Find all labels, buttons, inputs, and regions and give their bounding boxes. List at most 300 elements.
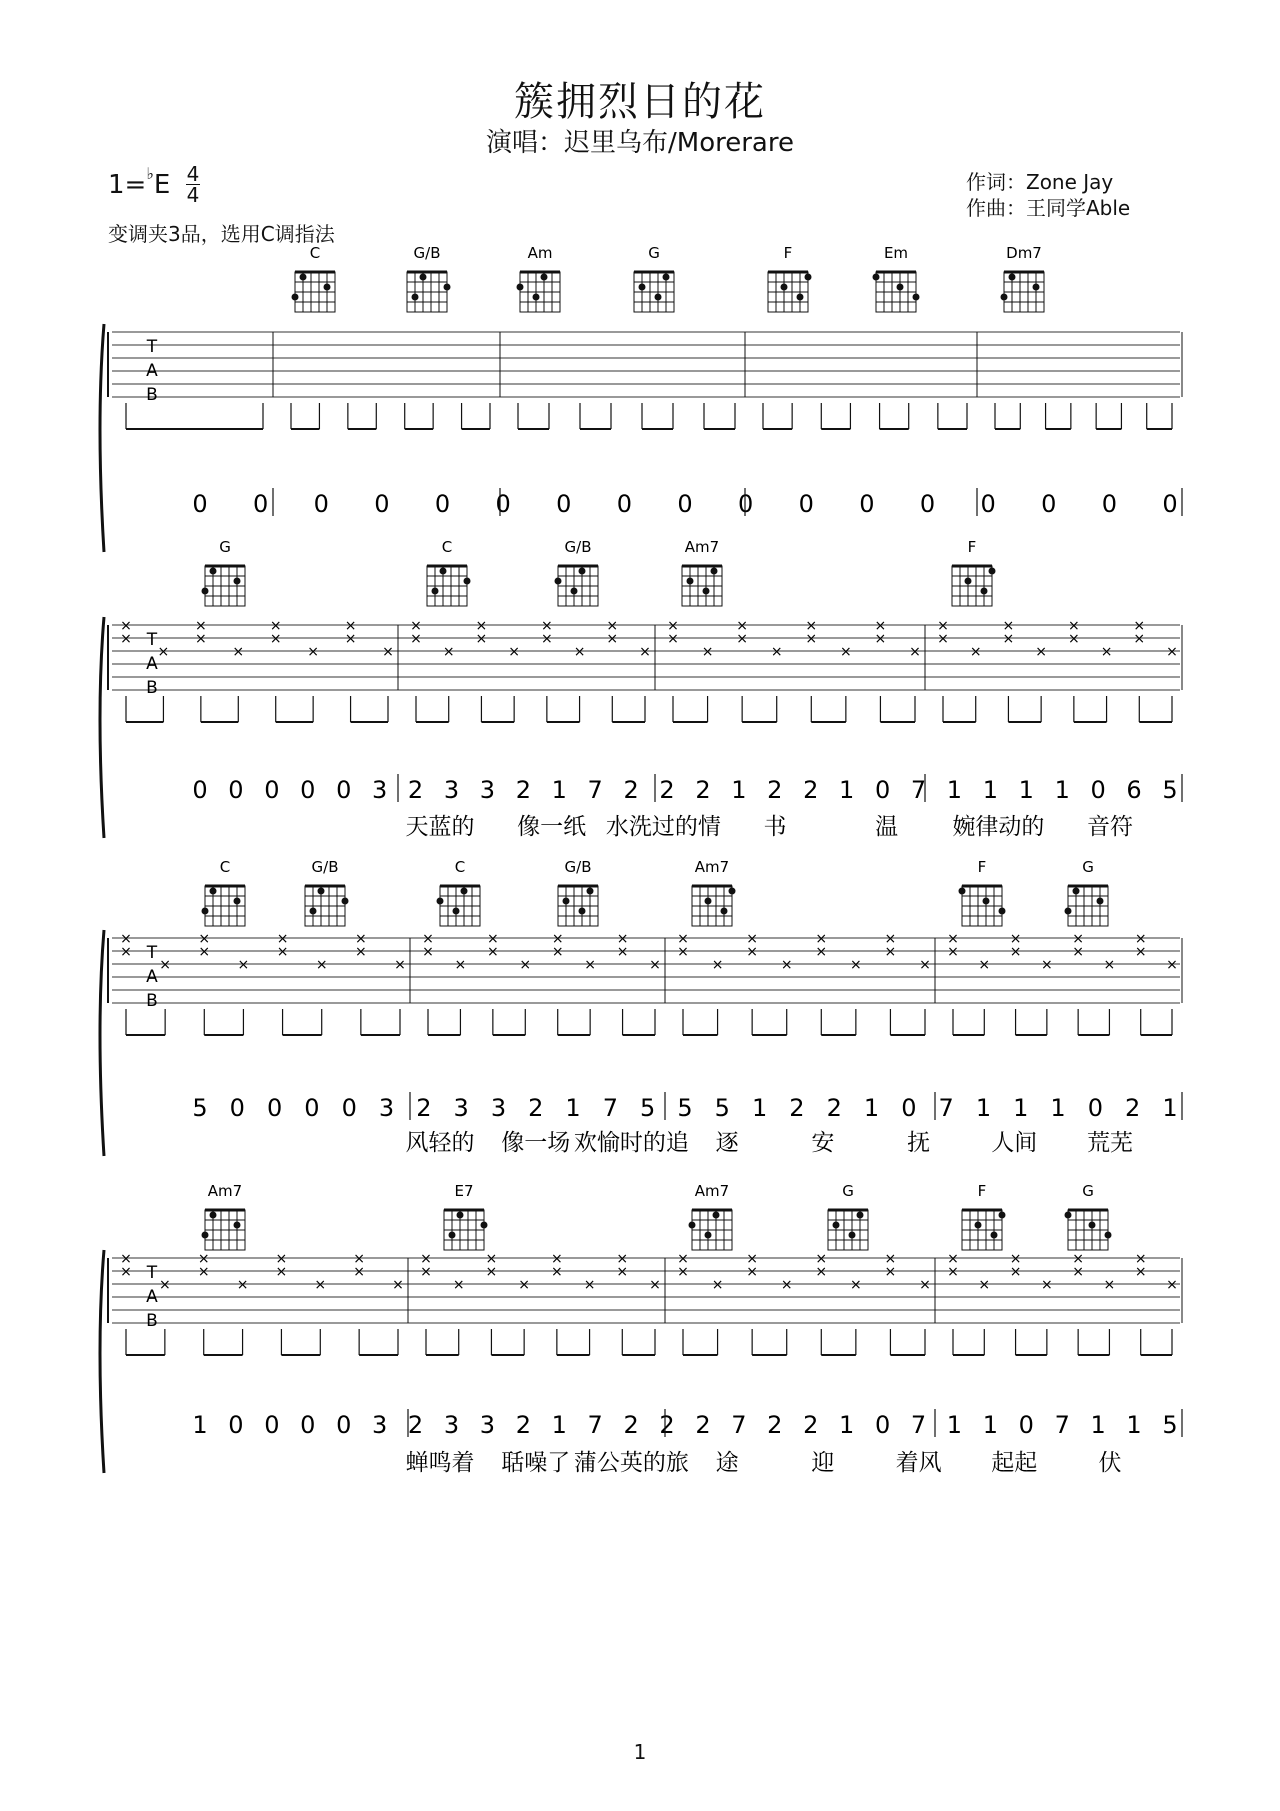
tab-mute-mark: × [677, 931, 689, 947]
jianpu-note: 2 [659, 1411, 675, 1439]
chord-name: G/B [311, 858, 339, 876]
system-brace [100, 617, 104, 838]
tab-mute-mark: × [573, 644, 586, 660]
jianpu-note: 1 [1054, 776, 1070, 804]
system-brace [100, 324, 104, 552]
lyric-word: 人间 [991, 1130, 1038, 1156]
chord-finger-dot [464, 578, 471, 585]
jianpu-note: 3 [443, 1411, 460, 1439]
tab-mute-mark: × [919, 957, 931, 973]
jianpu-note: 2 [515, 776, 531, 804]
jianpu-note: 0 [1101, 490, 1118, 518]
chord-finger-dot [571, 588, 578, 595]
lyric-word: 婉律动的 [952, 814, 1045, 840]
jianpu-note: 7 [731, 1411, 747, 1439]
jianpu-note: 1 [946, 1411, 963, 1439]
tab-mute-mark: × [805, 631, 818, 647]
chord-name: Am [527, 244, 553, 262]
tab-mute-mark: × [159, 957, 172, 973]
lyric-word: 像一场 [501, 1130, 571, 1156]
chord-finger-dot [975, 1222, 982, 1229]
tab-mute-mark: × [550, 1251, 563, 1267]
tab-mute-mark: × [276, 931, 289, 947]
system-brace [100, 1250, 104, 1473]
jianpu-note: 0 [1041, 490, 1057, 518]
tab-mute-mark: × [1067, 618, 1080, 634]
jianpu-note: 2 [659, 776, 675, 804]
tab-mute-mark: × [815, 1251, 828, 1267]
jianpu-note: 1 [565, 1094, 581, 1122]
jianpu-note: 2 [695, 776, 711, 804]
tab-clef-letter: B [146, 1311, 158, 1331]
jianpu-note: 2 [623, 776, 639, 804]
jianpu-note: 2 [826, 1094, 842, 1122]
time-bottom: 4 [186, 183, 200, 207]
tab-mute-mark: × [353, 1251, 366, 1267]
lyric-word: 蒲公英的旅 [573, 1450, 689, 1476]
jianpu-note: 0 [300, 1411, 316, 1439]
chord-finger-dot [663, 274, 670, 281]
jianpu-note: 0 [737, 490, 754, 518]
jianpu-note: 5 [1162, 776, 1178, 804]
tab-mute-mark: × [874, 618, 887, 634]
tab-mute-mark: × [197, 1251, 210, 1267]
tab-mute-mark: × [120, 944, 132, 960]
chord-finger-dot [689, 1222, 696, 1229]
tab-mute-mark: × [874, 631, 887, 647]
lyric-word: 像一纸 [517, 814, 587, 840]
chord-finger-dot [965, 578, 972, 585]
capo-note: 变调夹3品，选用C调指法 [108, 222, 335, 246]
tab-mute-mark: × [518, 1277, 531, 1293]
jianpu-note: 5 [192, 1094, 208, 1122]
tab-mute-mark: × [805, 618, 818, 634]
chord-finger-dot [579, 908, 586, 915]
tab-mute-mark: × [485, 1264, 498, 1280]
jianpu-note: 0 [677, 490, 693, 518]
chord-finger-dot [705, 898, 712, 905]
jianpu-note: 2 [407, 1411, 424, 1439]
tab-mute-mark: × [486, 944, 499, 960]
tab-mute-mark: × [420, 1264, 432, 1280]
lyric-word: 音符 [1087, 814, 1133, 840]
jianpu-note: 5 [677, 1094, 693, 1122]
chord-finger-dot [897, 284, 904, 291]
chord-finger-dot [833, 1222, 840, 1229]
chord-finger-dot [587, 888, 594, 895]
tab-mute-mark: × [1009, 1251, 1022, 1267]
lyric-word: 迎 [811, 1450, 835, 1476]
jianpu-note: 7 [910, 776, 927, 804]
tab-mute-mark: × [353, 1264, 366, 1280]
jianpu-note: 0 [336, 1411, 352, 1439]
chord-finger-dot [655, 294, 662, 301]
lyric-word: 着风 [895, 1450, 942, 1476]
tab-mute-mark: × [540, 618, 553, 634]
tab-mute-mark: × [120, 1264, 132, 1280]
chord-finger-dot [857, 1212, 864, 1219]
jianpu-note: 2 [515, 1411, 531, 1439]
tab-mute-mark: × [1134, 1264, 1147, 1280]
jianpu-note: 7 [1054, 1411, 1070, 1439]
tab-mute-mark: × [616, 1251, 629, 1267]
chord-name: G [1082, 1182, 1094, 1200]
lyric-word: 书 [763, 814, 787, 840]
chord-finger-dot [639, 284, 646, 291]
chord-finger-dot [959, 888, 966, 895]
tab-mute-mark: × [344, 618, 357, 634]
tab-mute-mark: × [1100, 644, 1113, 660]
tab-mute-mark: × [410, 631, 422, 647]
tab-clef-letter: A [146, 654, 158, 674]
tab-mute-mark: × [606, 618, 619, 634]
tab-mute-mark: × [392, 1277, 404, 1293]
chord-name: E7 [454, 1182, 474, 1200]
chord-finger-dot [1009, 274, 1016, 281]
jianpu-note: 5 [1162, 1411, 1178, 1439]
tab-mute-mark: × [540, 631, 553, 647]
jianpu-note: 3 [378, 1094, 395, 1122]
tab-mute-mark: × [1103, 957, 1116, 973]
jianpu-note: 7 [587, 1411, 603, 1439]
chord-finger-dot [721, 908, 728, 915]
jianpu-note: 3 [479, 1411, 496, 1439]
composer-credit: 作曲：王同学Able [966, 196, 1131, 220]
chord-name: Am7 [694, 858, 730, 876]
chord-finger-dot [461, 888, 468, 895]
tab-mute-mark: × [354, 931, 367, 947]
tab-mute-mark: × [1067, 631, 1080, 647]
chord-finger-dot [991, 1232, 998, 1239]
lyric-word: 风轻的 [405, 1130, 475, 1156]
chord-name: F [977, 1182, 987, 1200]
chord-name: G [1082, 858, 1094, 876]
tab-mute-mark: × [1002, 618, 1015, 634]
lyric-word: 水洗过的情 [605, 814, 721, 840]
tab-mute-mark: × [746, 944, 759, 960]
jianpu-note: 2 [789, 1094, 805, 1122]
tab-mute-mark: × [616, 931, 629, 947]
jianpu-note: 7 [910, 1411, 927, 1439]
tab-mute-mark: × [120, 631, 132, 647]
chord-finger-dot [202, 588, 209, 595]
chord-finger-dot [437, 898, 444, 905]
jianpu-note: 0 [434, 490, 451, 518]
chord-name: Em [883, 244, 909, 262]
jianpu-note: 0 [374, 490, 390, 518]
jianpu-note: 6 [1126, 776, 1142, 804]
chord-name: F [977, 858, 987, 876]
tab-mute-mark: × [237, 957, 250, 973]
time-top: 4 [186, 162, 200, 186]
tab-mute-mark: × [1133, 618, 1146, 634]
tab-mute-mark: × [736, 631, 749, 647]
chord-finger-dot [1105, 1232, 1112, 1239]
jianpu-note: 0 [264, 776, 280, 804]
chord-finger-dot [457, 1212, 464, 1219]
tab-mute-mark: × [947, 1264, 959, 1280]
chord-finger-dot [342, 898, 349, 905]
chord-finger-dot [202, 1232, 209, 1239]
tab-mute-mark: × [1166, 1277, 1178, 1293]
chord-name: F [967, 538, 977, 556]
jianpu-note: 1 [863, 1094, 880, 1122]
tab-mute-mark: × [839, 644, 852, 660]
tab-mute-mark: × [780, 1277, 793, 1293]
tab-mute-mark: × [275, 1251, 288, 1267]
chord-finger-dot [1089, 1222, 1096, 1229]
key-note: E [153, 170, 171, 200]
tab-mute-mark: × [770, 644, 783, 660]
tab-mute-mark: × [1134, 944, 1147, 960]
jianpu-note: 0 [266, 1094, 283, 1122]
tab-mute-mark: × [307, 644, 320, 660]
tab-mute-mark: × [711, 1277, 724, 1293]
tab-mute-mark: × [1166, 644, 1178, 660]
chord-finger-dot [210, 888, 217, 895]
tab-mute-mark: × [158, 1277, 171, 1293]
page-number: 1 [633, 1740, 647, 1764]
jianpu-note: 1 [1050, 1094, 1066, 1122]
jianpu-note: 3 [479, 776, 496, 804]
chord-finger-dot [318, 888, 325, 895]
chord-finger-dot [234, 898, 241, 905]
tab-mute-mark: × [120, 1251, 132, 1267]
chord-finger-dot [849, 1232, 856, 1239]
chord-finger-dot [453, 908, 460, 915]
tab-mute-mark: × [616, 1264, 629, 1280]
tab-mute-mark: × [194, 631, 207, 647]
tab-mute-mark: × [276, 944, 289, 960]
chord-finger-dot [1033, 284, 1040, 291]
tab-mute-mark: × [1134, 1251, 1147, 1267]
jianpu-note: 1 [551, 1411, 567, 1439]
jianpu-note: 1 [982, 776, 999, 804]
tab-mute-mark: × [420, 1251, 432, 1267]
chord-finger-dot [797, 294, 804, 301]
tab-mute-mark: × [454, 957, 467, 973]
tab-mute-mark: × [667, 631, 679, 647]
chord-name: G [219, 538, 231, 556]
jianpu-note: 1 [946, 776, 963, 804]
jianpu-note: 0 [264, 1411, 280, 1439]
tab-mute-mark: × [909, 644, 921, 660]
tab-mute-mark: × [1040, 1277, 1053, 1293]
chord-finger-dot [210, 568, 217, 575]
tab-mute-mark: × [1040, 957, 1053, 973]
tab-mute-mark: × [442, 644, 455, 660]
tab-mute-mark: × [884, 931, 897, 947]
tab-mute-mark: × [315, 957, 328, 973]
tab-mute-mark: × [1009, 1264, 1022, 1280]
chord-finger-dot [981, 588, 988, 595]
tab-mute-mark: × [606, 631, 619, 647]
tab-mute-mark: × [947, 1251, 959, 1267]
chord-finger-dot [440, 568, 447, 575]
chord-finger-dot [873, 274, 880, 281]
tab-mute-mark: × [157, 644, 170, 660]
jianpu-note: 0 [229, 1094, 245, 1122]
tab-mute-mark: × [354, 944, 367, 960]
tab-mute-mark: × [197, 1264, 210, 1280]
tab-mute-mark: × [486, 931, 499, 947]
lyric-word: 伏 [1098, 1450, 1122, 1476]
jianpu-note: 3 [371, 1411, 388, 1439]
chord-finger-dot [805, 274, 812, 281]
jianpu-note: 0 [556, 490, 572, 518]
tab-mute-mark: × [275, 1264, 288, 1280]
chord-finger-dot [481, 1222, 488, 1229]
jianpu-note: 0 [980, 490, 996, 518]
lyric-word: 安 [811, 1130, 835, 1156]
tab-clef-letter: B [146, 678, 158, 698]
chord-name: Am7 [684, 538, 720, 556]
tab-mute-mark: × [120, 618, 132, 634]
chord-finger-dot [292, 294, 299, 301]
tab-mute-mark: × [551, 931, 564, 947]
key-flat: ♭ [146, 164, 154, 183]
jianpu-note: 2 [767, 776, 783, 804]
tab-mute-mark: × [616, 944, 629, 960]
jianpu-note: 0 [1087, 1094, 1104, 1122]
jianpu-note: 3 [371, 776, 388, 804]
tab-mute-mark: × [1166, 957, 1178, 973]
lyricist-credit: 作词：Zone Jay [966, 170, 1114, 194]
jianpu-note: 1 [731, 776, 747, 804]
chord-finger-dot [711, 568, 718, 575]
jianpu-note: 0 [874, 1411, 891, 1439]
key-prefix: 1= [108, 170, 147, 200]
jianpu-note: 0 [798, 490, 814, 518]
lyric-word: 抚 [907, 1130, 931, 1156]
chord-name: Am7 [207, 1182, 243, 1200]
chord-name: G/B [564, 858, 592, 876]
chord-finger-dot [533, 294, 540, 301]
tab-mute-mark: × [1035, 644, 1048, 660]
jianpu-note: 7 [602, 1094, 619, 1122]
jianpu-note: 7 [587, 776, 603, 804]
jianpu-note: 0 [859, 490, 875, 518]
tab-clef-letter: A [146, 361, 158, 381]
tab-mute-mark: × [422, 931, 434, 947]
jianpu-note: 1 [975, 1094, 992, 1122]
chord-finger-dot [444, 284, 451, 291]
tab-clef-letter: A [146, 967, 158, 987]
jianpu-note: 0 [901, 1094, 917, 1122]
tab-mute-mark: × [884, 944, 897, 960]
jianpu-note: 1 [982, 1411, 999, 1439]
tab-clef-letter: A [146, 1287, 158, 1307]
chord-finger-dot [705, 1232, 712, 1239]
tab-mute-mark: × [410, 618, 422, 634]
tab-mute-mark: × [815, 931, 828, 947]
tab-mute-mark: × [1134, 931, 1147, 947]
jianpu-note: 0 [1090, 776, 1106, 804]
chord-finger-dot [210, 1212, 217, 1219]
jianpu-note: 0 [1018, 1411, 1034, 1439]
tab-clef-letter: B [146, 385, 158, 405]
chord-finger-dot [729, 888, 736, 895]
chord-finger-dot [1065, 1212, 1072, 1219]
chord-finger-dot [541, 274, 548, 281]
jianpu-note: 7 [938, 1094, 954, 1122]
chord-finger-dot [432, 588, 439, 595]
tab-mute-mark: × [475, 631, 488, 647]
chord-finger-dot [1065, 908, 1072, 915]
chord-finger-dot [310, 908, 317, 915]
tab-mute-mark: × [394, 957, 406, 973]
jianpu-note: 1 [839, 776, 855, 804]
chord-finger-dot [999, 1212, 1006, 1219]
jianpu-note: 1 [839, 1411, 855, 1439]
chord-finger-dot [324, 284, 331, 291]
chord-name: Am7 [694, 1182, 730, 1200]
tab-mute-mark: × [937, 618, 949, 634]
singer-credit: 演唱：迟里乌布/Morerare [486, 128, 794, 158]
jianpu-note: 0 [228, 776, 244, 804]
chord-finger-dot [563, 898, 570, 905]
jianpu-note: 0 [495, 490, 511, 518]
tab-clef-letter: B [146, 991, 158, 1011]
tab-mute-mark: × [701, 644, 714, 660]
jianpu-note: 1 [1013, 1094, 1029, 1122]
lyric-word: 温 [875, 814, 899, 840]
jianpu-note: 2 [528, 1094, 544, 1122]
jianpu-note: 0 [252, 490, 269, 518]
jianpu-note: 2 [416, 1094, 432, 1122]
chord-name: C [309, 244, 321, 262]
jianpu-note: 2 [407, 776, 424, 804]
tab-mute-mark: × [120, 931, 132, 947]
tab-mute-mark: × [422, 944, 434, 960]
tab-mute-mark: × [1009, 931, 1022, 947]
chord-name: G [648, 244, 660, 262]
tab-mute-mark: × [485, 1251, 498, 1267]
chord-finger-dot [703, 588, 710, 595]
tab-mute-mark: × [550, 1264, 563, 1280]
chord-finger-dot [713, 1212, 720, 1219]
chord-finger-dot [983, 898, 990, 905]
tab-mute-mark: × [508, 644, 521, 660]
tab-mute-mark: × [947, 931, 959, 947]
tab-mute-mark: × [649, 1277, 661, 1293]
jianpu-note: 1 [192, 1411, 208, 1439]
lyric-word: 起起 [991, 1450, 1038, 1476]
tab-mute-mark: × [639, 644, 651, 660]
tab-mute-mark: × [551, 944, 564, 960]
lyric-word: 荒芜 [1087, 1130, 1133, 1156]
tab-mute-mark: × [884, 1264, 897, 1280]
jianpu-note: 1 [1090, 1411, 1106, 1439]
chord-finger-dot [517, 284, 524, 291]
tab-clef-letter: T [146, 943, 158, 963]
lyric-word: 聒噪了 [501, 1450, 571, 1476]
tab-clef-letter: T [146, 337, 158, 357]
jianpu-note: 0 [300, 776, 316, 804]
tab-mute-mark: × [849, 957, 862, 973]
jianpu-note: 2 [695, 1411, 711, 1439]
jianpu-note: 0 [304, 1094, 320, 1122]
jianpu-note: 2 [767, 1411, 783, 1439]
song-title: 簇拥烈日的花 [514, 79, 766, 125]
tab-mute-mark: × [1072, 931, 1085, 947]
chord-finger-dot [555, 578, 562, 585]
jianpu-note: 2 [1125, 1094, 1141, 1122]
lyric-word: 途 [715, 1450, 739, 1476]
jianpu-note: 2 [803, 776, 819, 804]
tab-mute-mark: × [232, 644, 245, 660]
jianpu-note: 5 [640, 1094, 656, 1122]
